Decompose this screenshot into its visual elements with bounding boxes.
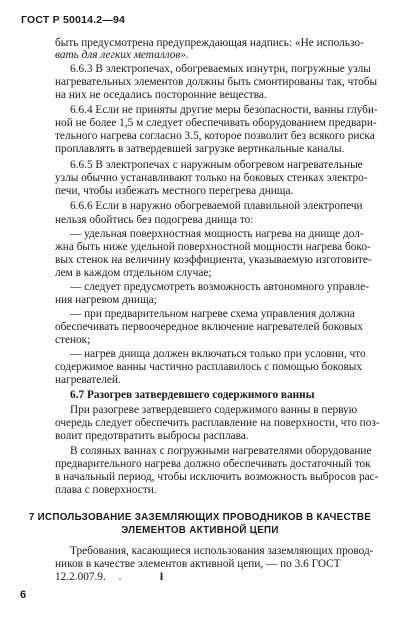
text-line: плава с поверхности.: [55, 484, 157, 496]
text-line: предварительного нагрева должно обеспечивать достаточный ток: [55, 458, 371, 470]
stray-mark: ł: [160, 571, 164, 583]
text-line: узлы обычно устанавливают только на боковых стенках электро-: [55, 172, 368, 184]
text-line: обеспечивать первоочередное включение нагревателей боковых: [55, 321, 363, 333]
text-line: лем в каждом отдельном случае;: [55, 267, 212, 279]
section-heading-line-2: ЭЛЕМЕНТОВ АКТИВНОЙ ЦЕПИ: [121, 525, 279, 536]
subsection-heading-6-7: 6.7 Разогрев затвердевшего содержимого ванны: [70, 389, 315, 401]
text-line: вых стенок на величину коэффициента, указываемую изготовите-: [55, 254, 372, 266]
section-heading-line-1: 7 ИСПОЛЬЗОВАНИЕ ЗАЗЕМЛЯЮЩИХ ПРОВОДНИКОВ В КАЧЕСТВЕ: [28, 512, 372, 523]
list-item: — следует предусмотреть возможность автономного управле-: [70, 281, 369, 293]
text-line: на них не оседались посторонние вещества.: [55, 89, 267, 101]
page-number: 6: [20, 589, 27, 601]
text-line: стенок;: [55, 334, 91, 346]
text-line: ной не более 1,5 м следует обеспечивать оборудованием предвари-: [55, 117, 377, 129]
text-line: вать для легких металлов».: [55, 49, 189, 61]
text-line: очередь следует обеспечить расплавление на поверхности, что поз-: [55, 417, 380, 429]
text-line: быть предусмотрена предупреждающая надпись: «Не использо-: [55, 37, 364, 49]
text-line: волит предотвратить выбросы расплава.: [55, 430, 249, 442]
document-header: ГОСТ Р 50014.2—94: [21, 14, 126, 26]
paragraph-6-6-6: 6.6.6 Если в наружно обогреваемой плавильной электропечи: [70, 200, 363, 212]
text-line: нельзя обойтись без подогрева днища то:: [55, 214, 254, 226]
list-item: — удельная поверхностная мощность нагрева на днище дол-: [70, 228, 364, 240]
text-line: нагревательных элементов должны быть смонтированы так, чтобы: [55, 76, 378, 88]
text-line: нагревателей.: [55, 374, 121, 386]
text-line: проплавлять в затвердевшей загрузке вертикальные каналы.: [55, 143, 345, 155]
section-text-line: Требования, касающиеся использования заземляющих провод-: [70, 545, 374, 557]
list-item: — при предварительном нагреве схема управления должна: [70, 308, 355, 320]
text-line: в начальный период, чтобы исключить возможность выбросов рас-: [55, 471, 379, 483]
text-line: ния нагревом днища;: [55, 294, 157, 306]
stray-mark: .: [119, 573, 121, 582]
list-item: — нагрев днища должен включаться только при условии, что: [70, 348, 366, 360]
text-line: содержимое ванны частично расплавилось с помощью боковых: [55, 361, 363, 373]
text-line: печи, чтобы избежать местного перегрева днища.: [55, 185, 294, 197]
text-line: При разогреве затвердевшего содержимого ванны в первую: [70, 404, 358, 416]
text-line: В соляных ваннах с погружными нагревателями оборудование: [70, 445, 372, 457]
paragraph-6-6-4: 6.6.4 Если не приняты другие меры безопасности, ванны глуби-: [70, 104, 378, 116]
paragraph-6-6-5: 6.6.5 В электропечах с наружным обогревом нагревательные: [70, 159, 363, 171]
section-text-line: ников в качестве элементов активной цепи, — по 3.6 ГОСТ: [55, 558, 341, 570]
text-line: жна быть ниже удельной поверхностной мощности нагрева боко-: [55, 241, 371, 253]
section-text-line: 12.2.007.9.: [55, 571, 106, 583]
paragraph-6-6-3: 6.6.3 В электропечах, обогреваемых изнутри, погружные узлы: [70, 63, 371, 75]
text-line: тельного нагрева согласно 3.5, которое позволит без всякого риска: [55, 130, 375, 142]
